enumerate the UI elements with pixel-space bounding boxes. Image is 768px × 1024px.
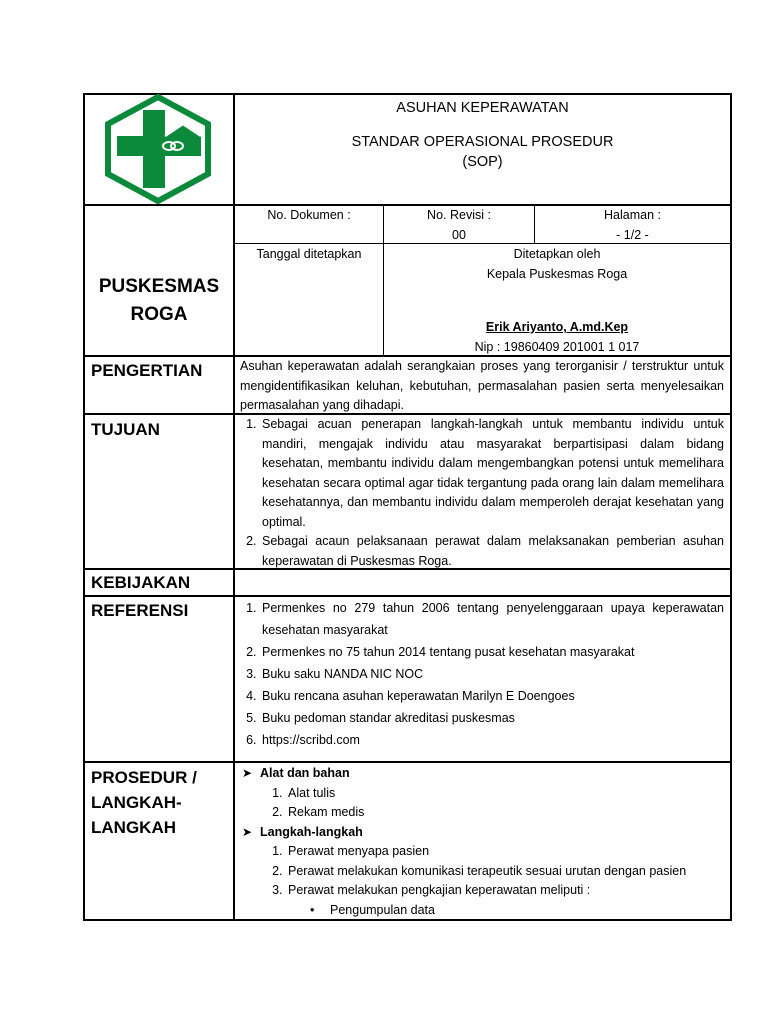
langkah-list xyxy=(240,842,728,901)
kebijakan-label: KEBIJAKAN xyxy=(91,573,191,592)
referensi-item: 2. Permenkes no 75 tahun 2014 tentang pusat kesehatan masyarakat xyxy=(260,641,724,663)
row-divider xyxy=(83,761,732,763)
ditetapkan-cell xyxy=(384,245,730,357)
prosedur-label-line: LANGKAH- xyxy=(91,793,182,812)
tujuan-list xyxy=(240,415,724,571)
organization-name xyxy=(85,273,233,329)
langkah-item: 3. Perawat melakukan pengkajian keperawatan meliputi : xyxy=(286,881,728,901)
alat-dan-bahan-section xyxy=(240,764,728,784)
prosedur-list xyxy=(240,764,728,784)
pengertian-text: Asuhan keperawatan adalah serangkaian proses yang terorganisir / terstruktur untuk mengidentifikasikan keluhan, kebutuhan, permasalahan pasien serta menyelesaikan permasalahan yang dihadapi. xyxy=(240,359,724,412)
referensi-content xyxy=(240,597,724,751)
referensi-list xyxy=(240,597,724,751)
header-title xyxy=(235,95,730,203)
referensi-item: 1. Permenkes no 279 tahun 2006 tentang penyelenggaraan upaya keperawatan kesehatan masyarakat xyxy=(260,597,724,641)
puskesmas-logo-icon xyxy=(103,94,213,204)
border-right xyxy=(730,93,732,921)
prosedur-content xyxy=(240,764,728,920)
tujuan-item: 2. Sebagai acaun pelaksanaan perawat dalam melaksanakan pemberian asuhan keperawatan di Puskesmas Roga. xyxy=(260,532,724,571)
alat-item: 2. Rekam medis xyxy=(286,803,728,823)
signer-nip: Nip : 19860409 201001 1 017 xyxy=(474,339,640,354)
puskesmas-logo xyxy=(103,94,213,204)
tanggal-ditetapkan-label: Tanggal ditetapkan xyxy=(256,247,362,261)
org-name-line-1: PUSKESMAS xyxy=(98,276,220,297)
prosedur-label-line: PROSEDUR / xyxy=(91,768,197,787)
alat-list xyxy=(240,784,728,823)
prosedur-label xyxy=(91,765,197,840)
kepala-puskesmas: Kepala Puskesmas Roga xyxy=(486,266,628,281)
no-revisi-label: No. Revisi : xyxy=(427,208,491,222)
halaman-cell xyxy=(535,206,730,245)
title-line-1: ASUHAN KEPERAWATAN xyxy=(396,100,569,116)
langkah-section xyxy=(240,823,728,843)
tujuan-label: TUJUAN xyxy=(91,420,160,439)
alat-item: 1. Alat tulis xyxy=(286,784,728,804)
langkah-item: 1. Perawat menyapa pasien xyxy=(286,842,728,862)
referensi-item: 4. Buku rencana asuhan keperawatan Marilyn E Doengoes xyxy=(260,685,724,707)
referensi-label: REFERENSI xyxy=(91,601,189,620)
alat-heading: Alat dan bahan xyxy=(260,766,350,780)
signer-name: Erik Ariyanto, A.md.Kep xyxy=(485,320,629,334)
pengertian-label: PENGERTIAN xyxy=(91,361,203,380)
halaman-label: Halaman : xyxy=(604,208,661,222)
no-dokumen-label: No. Dokumen : xyxy=(267,208,351,222)
langkah-item: 2. Perawat melakukan komunikasi terapeutik sesuai urutan dengan pasien xyxy=(286,862,728,882)
sop-document xyxy=(83,93,732,921)
ditetapkan-oleh: Ditetapkan oleh xyxy=(513,247,601,261)
pengkajian-bullet-list xyxy=(240,901,728,921)
title-line-2: STANDAR OPERASIONAL PROSEDUR xyxy=(351,134,614,150)
no-revisi-value: 00 xyxy=(452,227,466,242)
referensi-item: 5. Buku pedoman standar akreditasi puskesmas xyxy=(260,707,724,729)
tujuan-content xyxy=(240,415,724,571)
referensi-item: 3. Buku saku NANDA NIC NOC xyxy=(260,663,724,685)
border-left xyxy=(83,93,85,921)
tujuan-item: 1. Sebagai acuan penerapan langkah-langkah untuk membantu individu untuk mandiri, mengajak individu atau masyarakat berpartisipasi dalam bidang kesehatan, membantu individu dalam mengembangkan potensi untuk memelihara kesehatan secara optimal agar tidak tergantung pada orang lain dalam memelihara kesehatannya, dan membantu individu dalam memperoleh derajat kesehatan yang optimal. xyxy=(260,415,724,532)
bullet-item: • Pengumpulan data xyxy=(310,901,728,921)
langkah-section-list xyxy=(240,823,728,843)
langkah-heading: Langkah-langkah xyxy=(260,824,363,839)
no-revisi-cell xyxy=(384,206,534,245)
prosedur-label-line: LANGKAH xyxy=(91,818,176,837)
referensi-item: 6. https://scribd.com xyxy=(260,729,724,751)
title-line-3: (SOP) xyxy=(462,154,503,170)
halaman-value: - 1/2 - xyxy=(616,227,649,242)
org-name-line-2: ROGA xyxy=(130,304,188,325)
